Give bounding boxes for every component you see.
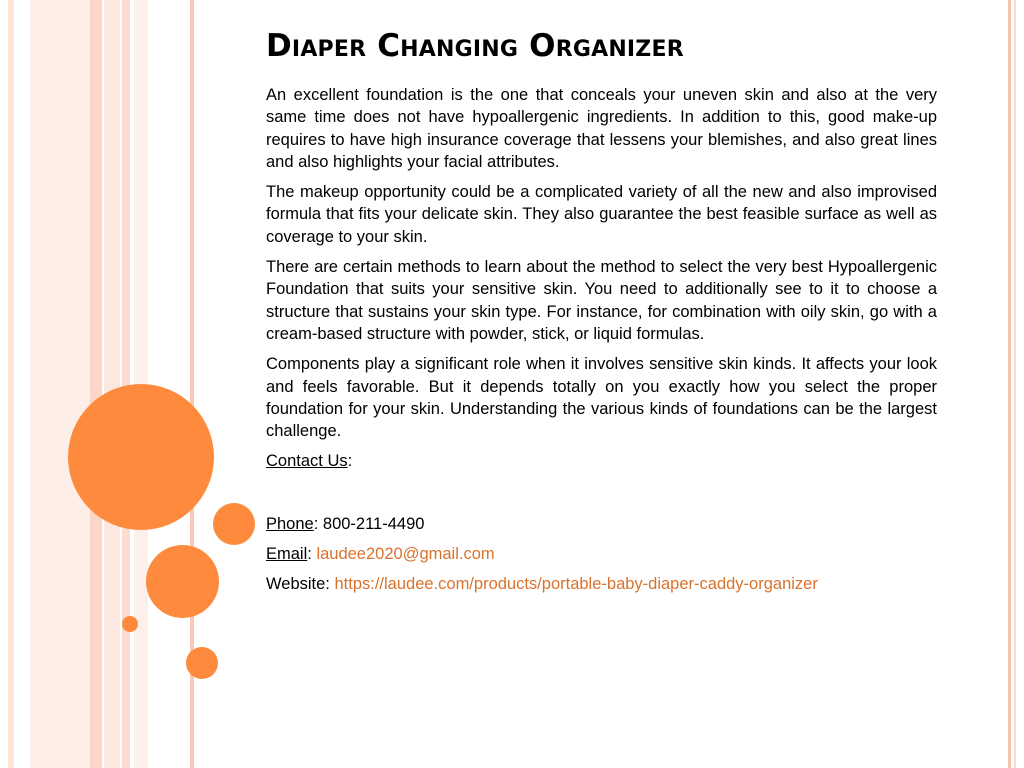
website-label: Website: [266, 575, 335, 594]
decor-circle [213, 503, 255, 545]
phone-line: Phone: 800-211-4490 [266, 514, 425, 533]
decor-stripe [90, 0, 102, 768]
body-paragraph: Components play a significant role when it involves sensitive skin kinds. It affects your look and feels favorable. But it depends totally on you exactly how you select the proper foundation for your skin. Understanding the various kinds of foundations can be the largest challenge. [266, 355, 937, 441]
decor-stripe [8, 0, 14, 768]
email-line: Email: laudee2020@gmail.com [266, 545, 495, 564]
website-link[interactable]: https://laudee.com/products/portable-baby-diaper-caddy-organizer [334, 575, 818, 594]
phone-label: Phone [266, 514, 314, 533]
email-link[interactable]: laudee2020@gmail.com [316, 545, 495, 564]
decor-circle-large [68, 384, 214, 530]
website-line [266, 573, 937, 595]
spacer [266, 481, 937, 513]
body-paragraph: An excellent foundation is the one that conceals your uneven skin and also at the very same time does not have hypoallergenic ingredients. In addition to this, good make-up requires to have high insurance coverage that lessens your blemishes, and also great lines and also highlights your facial attributes. [266, 86, 937, 171]
decor-circle-medium [146, 545, 219, 618]
email-label: Email [266, 545, 308, 564]
body-paragraph: The makeup opportunity could be a complicated variety of all the new and also improvised formula that fits your delicate skin. They also guarantee the best feasible surface as well as coverage to your skin. [266, 183, 937, 246]
slide-content [266, 26, 937, 604]
decor-circle-small [122, 616, 138, 632]
contact-heading-text: Contact Us [266, 452, 348, 471]
decor-stripe [104, 0, 120, 768]
phone-value: 800-211-4490 [322, 514, 425, 533]
contact-heading: Contact Us: [266, 452, 353, 471]
page-title: Diaper Changing Organizer [266, 28, 684, 64]
decor-right-line [1014, 0, 1016, 768]
body-paragraph: There are certain methods to learn about the method to select the very best Hypoallergenic Foundation that suits your sensitive skin. You need to additionally see to it to choose a structure that sustains your skin type. For instance, for combination with oily skin, go with a cream-based structure with powder, stick, or liquid formulas. [266, 258, 937, 343]
decor-stripe [30, 0, 90, 768]
decor-circle [186, 647, 218, 679]
decor-right-line [1008, 0, 1011, 768]
